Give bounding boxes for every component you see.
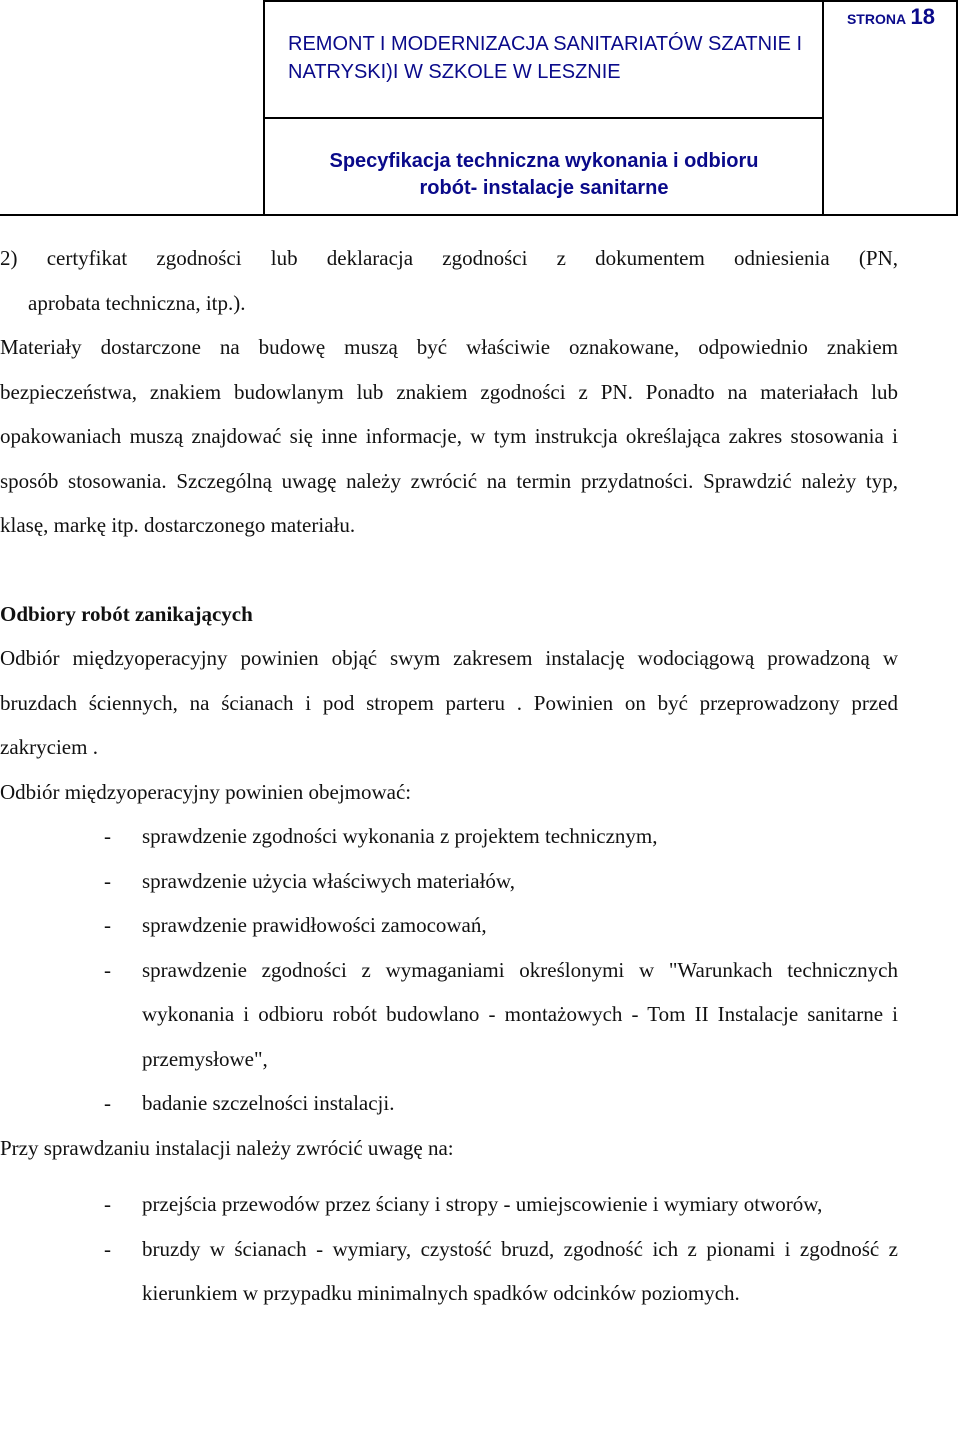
page-number: 18 (910, 4, 936, 29)
spec-title (264, 148, 824, 202)
header-border-bottom (0, 214, 958, 216)
spacer (0, 1170, 898, 1182)
document-body (0, 236, 898, 1316)
list-item: - przejścia przewodów przez ściany i stropy - umiejscowienie i wymiary otworów, (104, 1192, 823, 1216)
paragraph-inter-operational-scope: Odbiór międzyoperacyjny powinien obejmować: (0, 779, 412, 804)
spec-title-line2: robót- instalacje sanitarne (419, 177, 669, 199)
list-item: - badanie szczelności instalacji. (104, 1091, 395, 1115)
section-heading: Odbiory robót zanikających (0, 601, 253, 626)
header-border-right (956, 0, 958, 216)
list-item: - sprawdzenie zgodności z wymaganiami określonymi w "Warunkach technicznych wykonania i odbioru robót budowlano - montażowych - Tom II Instalacje sanitarne i przemysłowe", (104, 957, 898, 1071)
list-item: - sprawdzenie użycia właściwych materiałów, (104, 868, 515, 893)
header-border-top (263, 0, 958, 2)
spec-title-line1: Specyfikacja techniczna wykonania i odbioru (329, 150, 759, 172)
header-border-mid (263, 117, 824, 119)
list-item: - sprawdzenie prawidłowości zamocowań, (104, 913, 487, 937)
paragraph-certificate: 2) certyfikat zgodności lub deklaracja zgodności z dokumentem odniesienia (PN, (0, 246, 898, 270)
list-item: - sprawdzenie zgodności wykonania z projektem technicznym, (104, 824, 658, 848)
checking-list (0, 1182, 898, 1316)
paragraph-certificate-cont: aprobata techniczna, itp.). (28, 290, 246, 315)
paragraph-checking: Przy sprawdzaniu instalacji należy zwrócić uwagę na: (0, 1135, 454, 1160)
page-number-box (824, 4, 958, 30)
page-header (0, 0, 958, 216)
page-label: STRONA (846, 11, 907, 27)
project-title: REMONT I MODERNIZACJA SANITARIATÓW SZATNIE I NATRYSKI)I W SZKOLE W LESZNIE (288, 33, 803, 83)
inspection-list (0, 814, 898, 1126)
paragraph-materials: Materiały dostarczone na budowę muszą być właściwie oznakowane, odpowiednio znakiem bezpieczeństwa, znakiem budowlanym lub znakiem zgodności z PN. Ponadto na materiałach lub opakowaniach muszą znajdować się inne informacje, w tym instrukcja określająca zakres stosowania i sposób stosowania. Szczególną uwagę należy zwrócić na termin przydatności. Sprawdzić należy typ, klasę, markę itp. dostarczonego materiału. (0, 335, 898, 537)
list-item: - bruzdy w ścianach - wymiary, czystość bruzd, zgodność ich z pionami i zgodność z kierunkiem w przypadku minimalnych spadków odcinków poziomych. (104, 1236, 898, 1305)
paragraph-inter-operational: Odbiór międzyoperacyjny powinien objąć swym zakresem instalację wodociągową prowadzoną w bruzdach ściennych, na ścianach i pod stropem parteru . Powinien on być przeprowadzony przed zakryciem . (0, 646, 898, 759)
spacer (0, 548, 898, 592)
